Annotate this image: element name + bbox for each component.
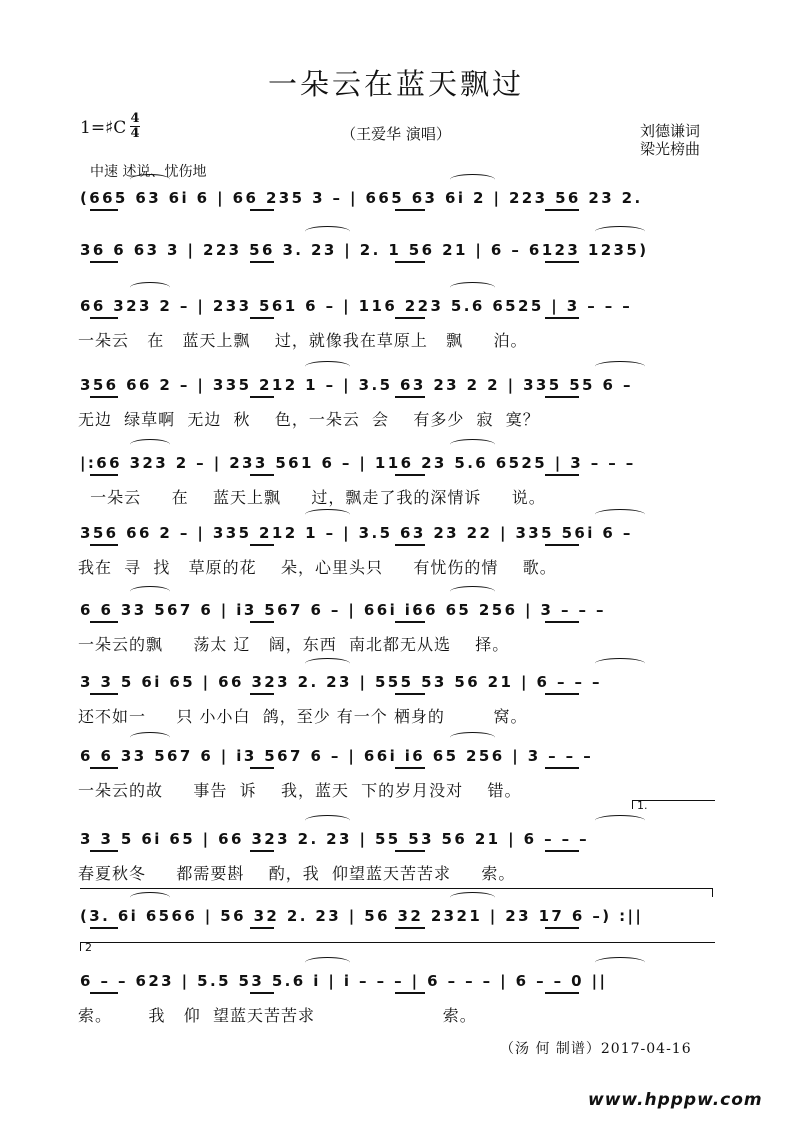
beam-underline (545, 621, 579, 623)
beam-underline (545, 927, 579, 929)
tempo-marking: 中速 述说、忧伤地 (90, 164, 207, 180)
website-watermark: www.hpppw.com (588, 1090, 763, 1110)
beam-underline (395, 927, 425, 929)
beam-underline (545, 474, 579, 476)
slur (450, 586, 495, 597)
slur (595, 957, 645, 968)
notation-line: 356 66 2 – | 335 212 1 – | 3.5 63 23 22 | 335 56i 6 – (80, 524, 633, 542)
performer: （王爱华 演唱） (341, 125, 451, 143)
slur (305, 361, 350, 372)
notation-line: 36 6 63 3 | 223 56 3. 23 | 2. 1 56 21 | 6 – 6123 1235) (80, 241, 649, 259)
beam-underline (545, 317, 579, 319)
beam-underline (250, 544, 274, 546)
song-title: 一朵云在蓝天飘过 (267, 67, 524, 101)
slur (595, 658, 645, 669)
beam-underline (250, 261, 274, 263)
time-numerator: 4 (130, 111, 140, 126)
notation-line: (3. 6i 6566 | 56 32 2. 23 | 56 32 2321 | 23 17 6 –) :|| (80, 907, 644, 925)
time-denominator: 4 (130, 126, 140, 141)
slur (305, 957, 350, 968)
composer: 梁光榜曲 (640, 140, 701, 158)
beam-underline (395, 209, 425, 211)
notation-line: 3 3 5 6i 65 | 66 323 2. 23 | 555 53 56 21 | 6 – – – (80, 673, 602, 691)
slur (450, 439, 495, 450)
notation-line: 66 323 2 – | 233 561 6 – | 116 223 5.6 6525 | 3 – – – (80, 297, 633, 315)
slur (305, 815, 350, 826)
notation-line: 3 3 5 6i 65 | 66 323 2. 23 | 55 53 56 21 | 6 – – – (80, 830, 590, 848)
beam-underline (395, 850, 425, 852)
lyrics-line: 春夏秋冬 都需要斟 酌，我 仰望蓝天苦苦求 索。 (78, 864, 516, 883)
beam-underline (395, 992, 425, 994)
beam-underline (90, 544, 118, 546)
slur (595, 361, 645, 372)
volta-1: 1. (632, 800, 715, 809)
beam-underline (545, 396, 579, 398)
lyrics-line: 一朵云 在 蓝天上飘 过，就像我在草原上 飘 泊。 (78, 331, 528, 350)
slur (595, 226, 645, 237)
notation-line: 6 6 33 567 6 | i3 567 6 – | 66i i66 65 256 | 3 – – – (80, 601, 606, 619)
slur (130, 586, 170, 597)
notation-line: 356 66 2 – | 335 212 1 – | 3.5 63 23 2 2 | 335 55 6 – (80, 376, 633, 394)
beam-underline (545, 544, 579, 546)
beam-underline (395, 396, 425, 398)
slur (130, 732, 170, 743)
beam-underline (395, 621, 425, 623)
beam-underline (250, 209, 274, 211)
lyrics-line: 我在 寻 找 草原的花 朵，心里头只 有忧伤的情 歌。 (78, 558, 557, 577)
beam-underline (395, 317, 425, 319)
lyrics-line: 索。 我 仰 望蓝天苦苦求 索。 (78, 1006, 477, 1025)
notation-line: (665 63 6i 6 | 66 235 3 – | 665 63 6i 2 | 223 56 23 2. (80, 189, 643, 207)
slur (130, 174, 170, 185)
beam-underline (545, 261, 579, 263)
beam-underline (90, 927, 118, 929)
lyricist: 刘德谦词 (640, 122, 701, 140)
beam-underline (250, 693, 274, 695)
notation-line: 6 6 33 567 6 | i3 567 6 – | 66i i6 65 256 | 3 – – – (80, 747, 594, 765)
beam-underline (250, 474, 274, 476)
beam-underline (395, 693, 425, 695)
beam-underline (395, 767, 425, 769)
slur (595, 509, 645, 520)
beam-underline (90, 474, 118, 476)
slur (450, 732, 495, 743)
key-signature: 1=♯C (80, 118, 127, 138)
notation-line: |:66 323 2 – | 233 561 6 – | 116 23 5.6 6525 | 3 – – – (80, 454, 636, 472)
slur (305, 226, 350, 237)
beam-underline (250, 927, 274, 929)
beam-underline (90, 992, 118, 994)
beam-underline (90, 850, 118, 852)
beam-underline (545, 850, 579, 852)
lyrics-line: 无边 绿草啊 无边 秋 色，一朵云 会 有多少 寂 寞？ (78, 410, 540, 429)
lyrics-line: 一朵云 在 蓝天上飘 过，飘走了我的深情诉 说。 (78, 488, 546, 507)
beam-underline (250, 396, 274, 398)
lyrics-line: 还不如一 只 小小白 鸽，至少 有一个 栖身的 窝。 (78, 707, 528, 726)
beam-underline (395, 544, 425, 546)
slur (450, 174, 495, 185)
lyrics-line: 一朵云的故 事告 诉 我，蓝天 下的岁月没对 错。 (78, 781, 522, 800)
beam-underline (545, 693, 579, 695)
beam-underline (395, 474, 425, 476)
beam-underline (250, 992, 274, 994)
slur (595, 815, 645, 826)
beam-underline (250, 621, 274, 623)
repeat-bracket (80, 888, 713, 897)
notation-line: 6 – – 623 | 5.5 53 5.6 i | i – – – | 6 – – – | 6 – – 0 || (80, 972, 608, 990)
slur (130, 439, 170, 450)
beam-underline (90, 767, 118, 769)
slur (450, 282, 495, 293)
beam-underline (250, 317, 274, 319)
volta-2: 2 (80, 942, 715, 951)
beam-underline (250, 850, 274, 852)
beam-underline (90, 209, 118, 211)
slur (130, 282, 170, 293)
beam-underline (545, 992, 579, 994)
beam-underline (90, 693, 118, 695)
beam-underline (545, 209, 579, 211)
beam-underline (90, 261, 118, 263)
beam-underline (90, 317, 118, 319)
beam-underline (250, 767, 274, 769)
beam-underline (395, 261, 425, 263)
beam-underline (545, 767, 579, 769)
slur (305, 658, 350, 669)
lyrics-line: 一朵云的飘 荡太 辽 阔，东西 南北都无从选 择。 (78, 635, 510, 654)
slur (305, 509, 350, 520)
beam-underline (90, 396, 118, 398)
transcriber-credit: （汤 何 制谱）2017-04-16 (500, 1041, 692, 1057)
beam-underline (90, 621, 118, 623)
